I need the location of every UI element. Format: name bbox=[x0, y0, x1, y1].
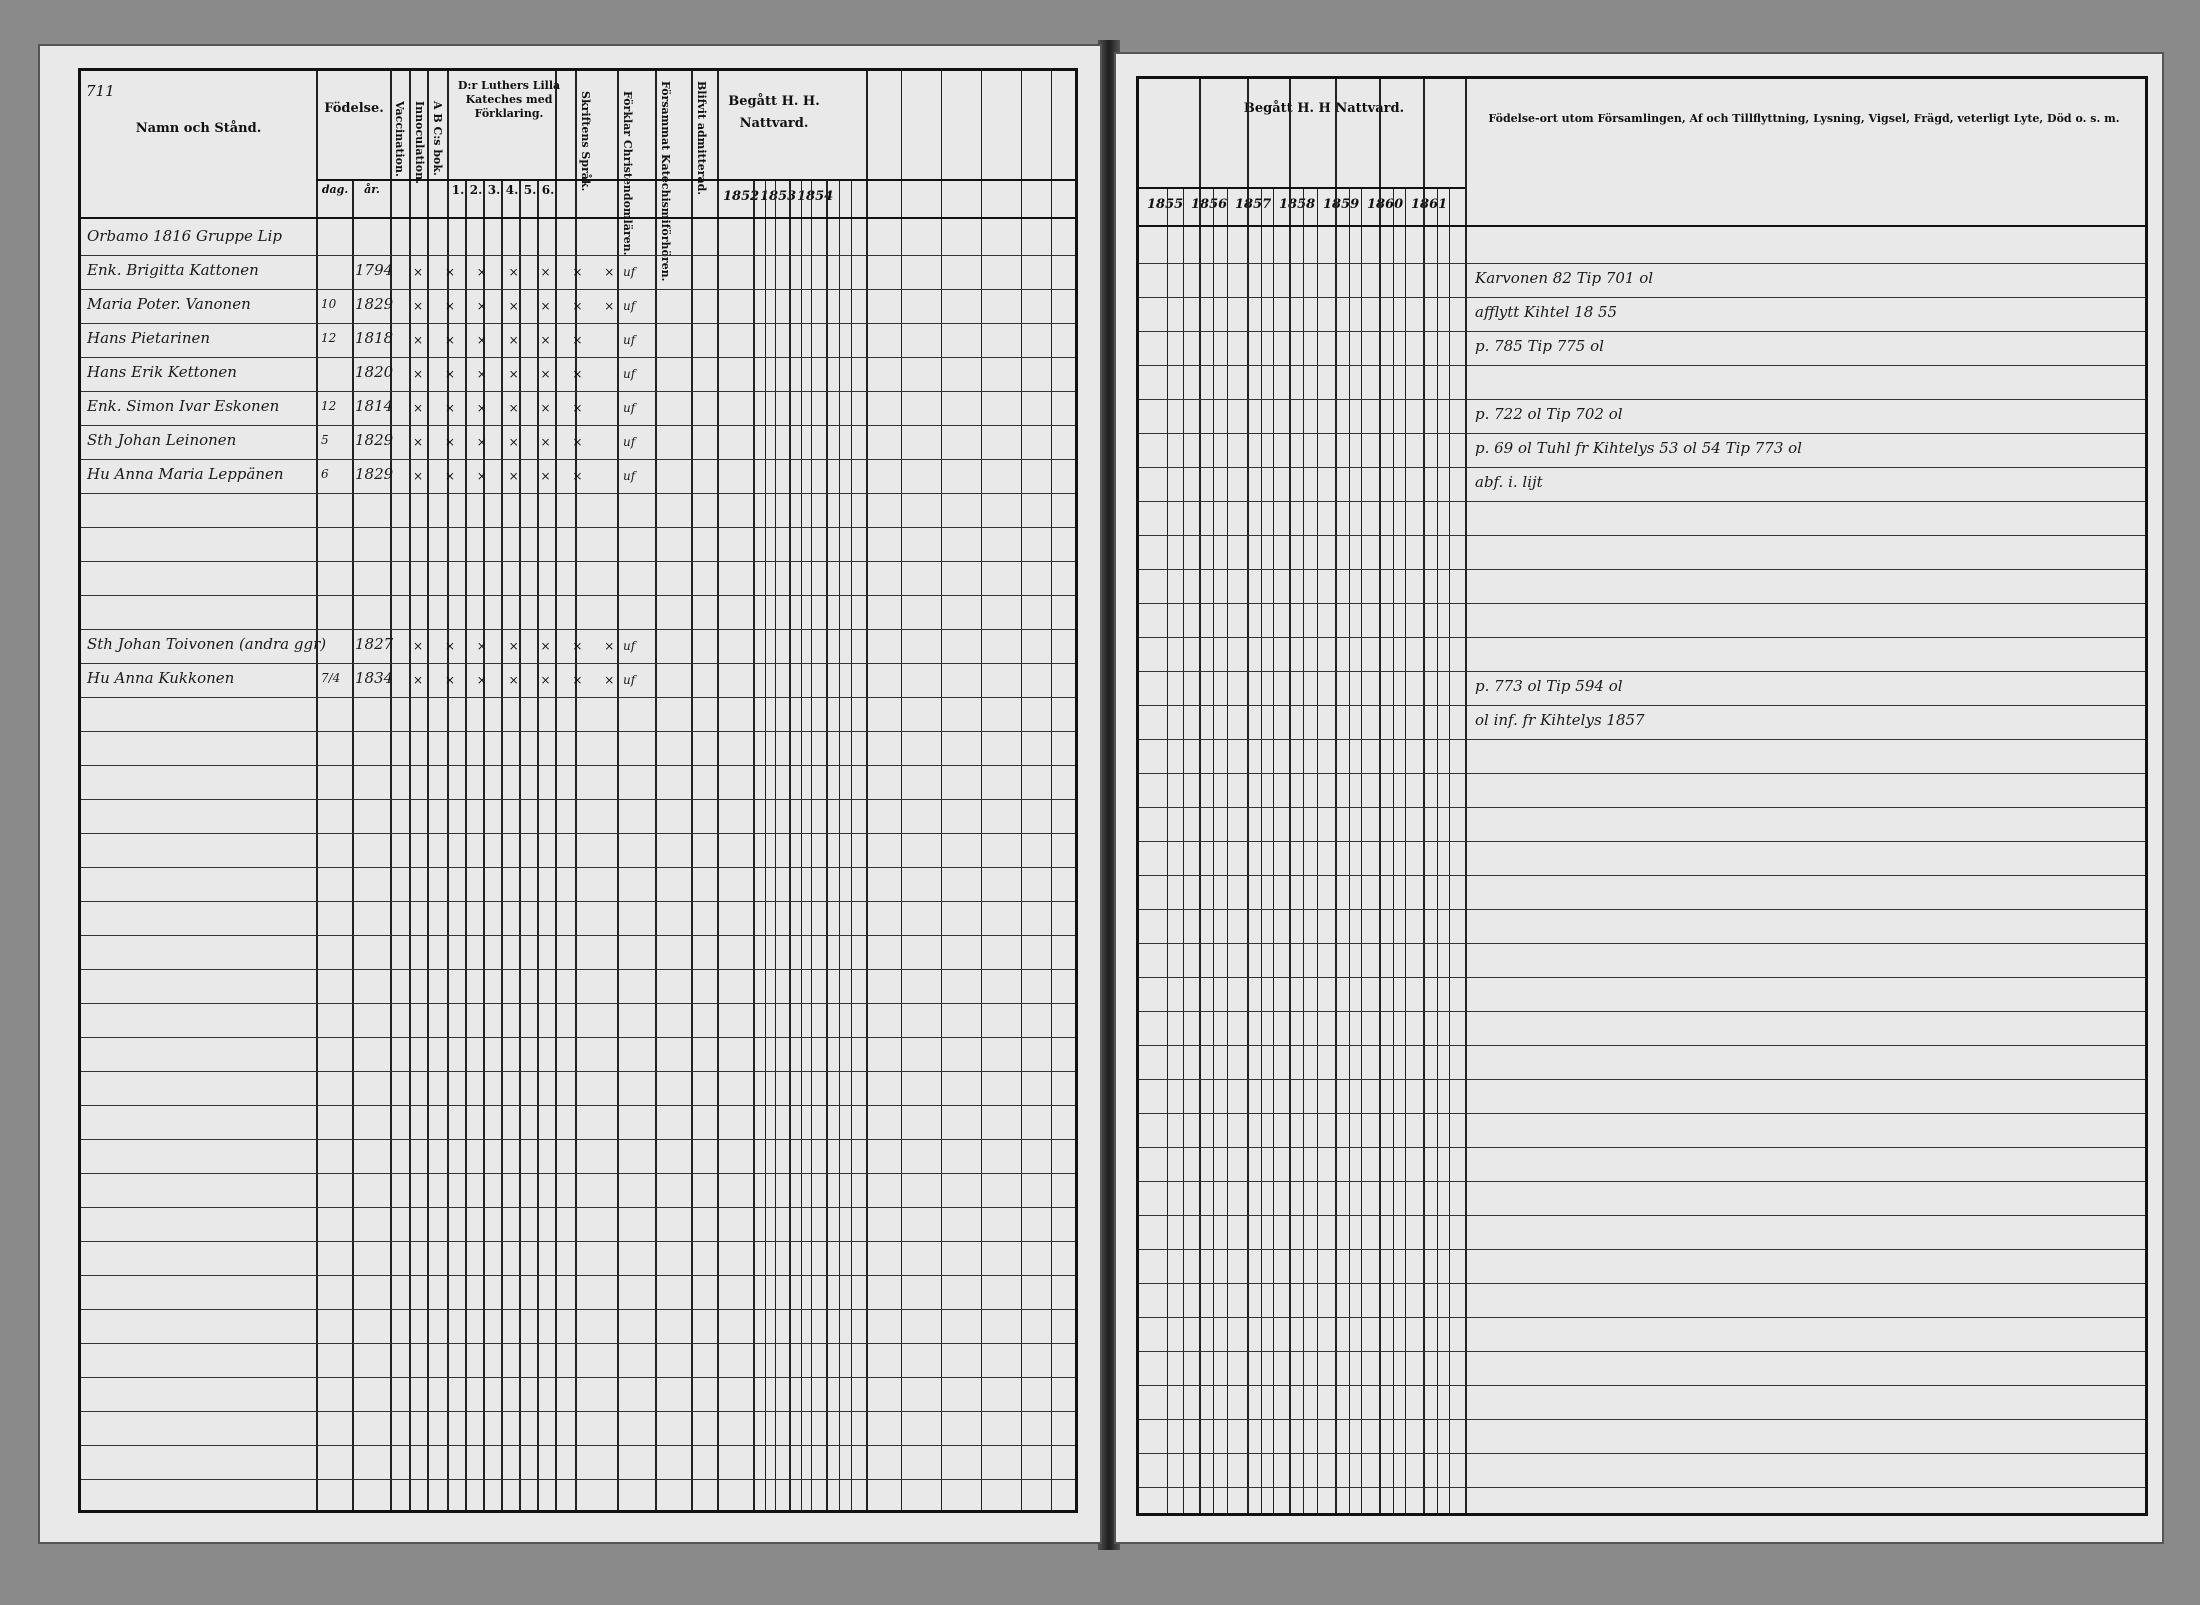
right-column-rule bbox=[1437, 189, 1438, 1513]
entry-birth-day: 6 bbox=[321, 467, 329, 481]
entry-name: Sth Johan Toivonen (andra ggr) bbox=[87, 635, 327, 653]
entry-catechism-marks: × × × × × × bbox=[413, 367, 592, 381]
right-row-rule bbox=[1139, 603, 2145, 604]
remark-text: Karvonen 82 Tip 701 ol bbox=[1475, 269, 1654, 287]
entry-birth-day: 7/4 bbox=[321, 671, 341, 685]
right-year-1859: 1859 bbox=[1323, 197, 1360, 212]
catechism-number-6: 6. bbox=[541, 183, 555, 197]
left-column-rule bbox=[789, 181, 791, 1510]
remark-text: ol inf. fr Kihtelys 1857 bbox=[1475, 711, 1645, 729]
left-row-rule bbox=[81, 1411, 1075, 1412]
catechism-number-2: 2. bbox=[469, 183, 483, 197]
entry-doctrine: uf bbox=[623, 673, 636, 687]
left-row-rule bbox=[81, 969, 1075, 970]
right-row-rule bbox=[1139, 569, 2145, 570]
remark-text: p. 785 Tip 775 ol bbox=[1475, 337, 1604, 355]
left-row-rule bbox=[81, 255, 1075, 256]
entry-name: Enk. Simon Ivar Eskonen bbox=[87, 397, 280, 415]
header-catechism-hearing: Försammat Katechismiförhören. bbox=[659, 81, 672, 282]
entry-name: Sth Johan Leinonen bbox=[87, 431, 237, 449]
left-column-rule bbox=[753, 181, 755, 1510]
remark-text: p. 722 ol Tip 702 ol bbox=[1475, 405, 1623, 423]
right-row-rule bbox=[1139, 365, 2145, 366]
left-column-rule bbox=[555, 71, 557, 1510]
right-row-rule bbox=[1139, 1249, 2145, 1250]
right-header-bottom-rule bbox=[1139, 225, 2145, 227]
entry-birth-year: 1829 bbox=[355, 431, 394, 449]
left-row-rule bbox=[81, 425, 1075, 426]
catechism-number-5: 5. bbox=[523, 183, 537, 197]
remark-text: p. 69 ol Tuhl fr Kihtelys 53 ol 54 Tip 773 ol bbox=[1475, 439, 1802, 457]
left-row-rule bbox=[81, 1479, 1075, 1480]
right-year-1861: 1861 bbox=[1411, 197, 1448, 212]
right-row-rule bbox=[1139, 1113, 2145, 1114]
left-column-rule bbox=[901, 71, 902, 1510]
left-column-rule bbox=[851, 181, 852, 1510]
left-row-rule bbox=[81, 1037, 1075, 1038]
right-row-rule bbox=[1139, 1011, 2145, 1012]
left-register-table bbox=[78, 68, 1078, 1513]
right-row-rule bbox=[1139, 1045, 2145, 1046]
entry-catechism-marks: × × × × × × bbox=[413, 469, 592, 483]
entry-birth-year: 1827 bbox=[355, 635, 394, 653]
page-number: 711 bbox=[86, 82, 115, 100]
right-row-rule bbox=[1139, 943, 2145, 944]
left-row-rule bbox=[81, 663, 1075, 664]
right-row-rule bbox=[1139, 263, 2145, 264]
right-year-1857: 1857 bbox=[1235, 197, 1272, 212]
left-row-rule bbox=[81, 833, 1075, 834]
left-row-rule bbox=[81, 1241, 1075, 1242]
right-row-rule bbox=[1139, 671, 2145, 672]
entry-birth-year: 1794 bbox=[355, 261, 394, 279]
entry-catechism-marks: × × × × × × × bbox=[413, 299, 624, 313]
right-row-rule bbox=[1139, 977, 2145, 978]
right-row-rule bbox=[1139, 1215, 2145, 1216]
right-column-rule bbox=[1167, 189, 1168, 1513]
right-column-rule bbox=[1199, 79, 1201, 1513]
left-column-rule bbox=[575, 71, 577, 1510]
right-row-rule bbox=[1139, 1453, 2145, 1454]
left-row-rule bbox=[81, 731, 1075, 732]
right-column-rule bbox=[1423, 79, 1425, 1513]
entry-doctrine: uf bbox=[623, 299, 636, 313]
entry-name: Hans Pietarinen bbox=[87, 329, 211, 347]
catechism-number-3: 3. bbox=[487, 183, 501, 197]
left-header-bottom-rule bbox=[81, 217, 1075, 219]
entry-birth-day: 12 bbox=[321, 399, 337, 413]
left-column-rule bbox=[826, 181, 828, 1510]
right-year-1860: 1860 bbox=[1367, 197, 1404, 212]
left-row-rule bbox=[81, 697, 1075, 698]
header-vaccination: Vaccination. bbox=[393, 101, 406, 177]
left-row-rule bbox=[81, 391, 1075, 392]
left-row-rule bbox=[81, 799, 1075, 800]
left-column-rule bbox=[801, 181, 802, 1510]
left-column-rule bbox=[717, 71, 719, 1510]
entry-birth-day: 12 bbox=[321, 331, 337, 345]
remark-text: p. 773 ol Tip 594 ol bbox=[1475, 677, 1623, 695]
header-innoculation: Innoculation. bbox=[413, 101, 426, 184]
right-row-rule bbox=[1139, 467, 2145, 468]
right-page bbox=[1114, 52, 2164, 1544]
entry-birth-year: 1829 bbox=[355, 465, 394, 483]
header-birth-day: dag. bbox=[321, 183, 349, 196]
right-row-rule bbox=[1139, 909, 2145, 910]
right-row-rule bbox=[1139, 1487, 2145, 1488]
catechism-number-4: 4. bbox=[505, 183, 519, 197]
header-remarks: Födelse-ort utom Församlingen, Af och Tillflyttning, Lysning, Vigsel, Frägd, veterligt Lyte, Död o. s. m. bbox=[1488, 112, 2120, 125]
left-row-rule bbox=[81, 595, 1075, 596]
right-column-rule bbox=[1379, 79, 1381, 1513]
left-row-rule bbox=[81, 1275, 1075, 1276]
left-column-rule bbox=[655, 71, 657, 1510]
left-row-rule bbox=[81, 1343, 1075, 1344]
left-year-1854: 1854 bbox=[797, 189, 834, 204]
header-christian-doctrine: Förklar Christendomlären. bbox=[621, 91, 634, 256]
right-column-rule bbox=[1361, 189, 1362, 1513]
left-row-rule bbox=[81, 935, 1075, 936]
left-column-rule bbox=[941, 71, 942, 1510]
right-column-rule bbox=[1261, 189, 1262, 1513]
left-row-rule bbox=[81, 765, 1075, 766]
right-row-rule bbox=[1139, 875, 2145, 876]
entry-doctrine: uf bbox=[623, 333, 636, 347]
entry-birth-day: 10 bbox=[321, 297, 337, 311]
entry-name: Hans Erik Kettonen bbox=[87, 363, 237, 381]
entry-birth-year: 1818 bbox=[355, 329, 394, 347]
entry-birth-day: 5 bbox=[321, 433, 329, 447]
right-row-rule bbox=[1139, 807, 2145, 808]
right-row-rule bbox=[1139, 297, 2145, 298]
entry-doctrine: uf bbox=[623, 401, 636, 415]
right-row-rule bbox=[1139, 1419, 2145, 1420]
entry-catechism-marks: × × × × × × × bbox=[413, 265, 624, 279]
right-column-rule bbox=[1393, 189, 1394, 1513]
right-subheader-rule bbox=[1139, 187, 1465, 189]
right-column-rule bbox=[1405, 189, 1406, 1513]
right-column-rule bbox=[1465, 79, 1467, 1513]
left-column-rule bbox=[409, 71, 411, 1510]
right-register-table bbox=[1136, 76, 2148, 1516]
remark-text: afflytt Kihtel 18 55 bbox=[1475, 303, 1618, 321]
entry-birth-year: 1814 bbox=[355, 397, 394, 415]
entry-catechism-marks: × × × × × × × bbox=[413, 673, 624, 687]
left-column-rule bbox=[427, 71, 429, 1510]
left-column-rule bbox=[811, 181, 812, 1510]
header-birth-year: år. bbox=[364, 183, 380, 196]
left-row-rule bbox=[81, 1071, 1075, 1072]
left-column-rule bbox=[617, 71, 619, 1510]
right-year-1858: 1858 bbox=[1279, 197, 1316, 212]
right-column-rule bbox=[1449, 189, 1450, 1513]
left-row-rule bbox=[81, 1207, 1075, 1208]
left-column-rule bbox=[1051, 71, 1052, 1510]
header-abc: A B C:s bok. bbox=[431, 101, 444, 176]
left-row-rule bbox=[81, 1445, 1075, 1446]
left-column-rule bbox=[775, 181, 776, 1510]
right-column-rule bbox=[1335, 79, 1337, 1513]
right-column-rule bbox=[1273, 189, 1274, 1513]
left-row-rule bbox=[81, 867, 1075, 868]
entry-birth-year: 1820 bbox=[355, 363, 394, 381]
left-row-rule bbox=[81, 1377, 1075, 1378]
left-row-rule bbox=[81, 493, 1075, 494]
left-column-rule bbox=[839, 181, 840, 1510]
right-row-rule bbox=[1139, 1147, 2145, 1148]
right-row-rule bbox=[1139, 1385, 2145, 1386]
right-column-rule bbox=[1227, 189, 1228, 1513]
left-row-rule bbox=[81, 561, 1075, 562]
left-subheader-rule bbox=[316, 179, 1075, 181]
right-row-rule bbox=[1139, 1351, 2145, 1352]
left-column-rule bbox=[352, 181, 354, 1510]
entry-doctrine: uf bbox=[623, 639, 636, 653]
header-birth: Födelse. bbox=[324, 101, 384, 116]
left-page bbox=[38, 44, 1102, 1544]
right-row-rule bbox=[1139, 773, 2145, 774]
header-writing: Skriftens Språk. bbox=[579, 91, 592, 192]
right-column-rule bbox=[1317, 189, 1318, 1513]
right-row-rule bbox=[1139, 433, 2145, 434]
left-year-1852: 1852 bbox=[723, 189, 760, 204]
right-column-rule bbox=[1303, 189, 1304, 1513]
entry-doctrine: uf bbox=[623, 265, 636, 279]
entry-catechism-marks: × × × × × × bbox=[413, 435, 592, 449]
right-row-rule bbox=[1139, 1283, 2145, 1284]
entry-birth-year: 1834 bbox=[355, 669, 394, 687]
left-row-rule bbox=[81, 1309, 1075, 1310]
entry-catechism-marks: × × × × × × × bbox=[413, 639, 624, 653]
left-row-rule bbox=[81, 1105, 1075, 1106]
right-year-1855: 1855 bbox=[1147, 197, 1184, 212]
header-catechism: D:r Luthers Lilla Kateches med Förklaring. bbox=[457, 79, 561, 120]
entry-name: Maria Poter. Vanonen bbox=[87, 295, 251, 313]
entry-name: Enk. Brigitta Kattonen bbox=[87, 261, 259, 279]
left-row-rule bbox=[81, 1173, 1075, 1174]
entry-catechism-marks: × × × × × × bbox=[413, 401, 592, 415]
left-column-rule bbox=[390, 71, 392, 1510]
left-row-rule bbox=[81, 629, 1075, 630]
right-row-rule bbox=[1139, 841, 2145, 842]
right-column-rule bbox=[1183, 189, 1184, 1513]
right-row-rule bbox=[1139, 399, 2145, 400]
right-row-rule bbox=[1139, 535, 2145, 536]
left-year-1853: 1853 bbox=[760, 189, 797, 204]
right-column-rule bbox=[1289, 79, 1291, 1513]
entry-doctrine: uf bbox=[623, 367, 636, 381]
right-column-rule bbox=[1213, 189, 1214, 1513]
header-admitted: Blifvit admitterad. bbox=[695, 81, 708, 196]
left-row-rule bbox=[81, 1003, 1075, 1004]
header-communion-left: Begått H. H. Nattvard. bbox=[728, 94, 820, 132]
right-row-rule bbox=[1139, 501, 2145, 502]
left-row-rule bbox=[81, 459, 1075, 460]
entry-birth-year: 1829 bbox=[355, 295, 394, 313]
right-year-1856: 1856 bbox=[1191, 197, 1228, 212]
left-row-rule bbox=[81, 901, 1075, 902]
left-row-rule bbox=[81, 289, 1075, 290]
left-column-rule bbox=[316, 71, 318, 1510]
right-row-rule bbox=[1139, 739, 2145, 740]
remark-text: abf. i. lijt bbox=[1475, 473, 1543, 491]
right-column-rule bbox=[1349, 189, 1350, 1513]
left-column-rule bbox=[447, 71, 449, 1510]
entry-doctrine: uf bbox=[623, 469, 636, 483]
right-row-rule bbox=[1139, 637, 2145, 638]
header-name: Namn och Stånd. bbox=[135, 121, 262, 136]
entry-name: Hu Anna Maria Leppänen bbox=[87, 465, 284, 483]
right-row-rule bbox=[1139, 331, 2145, 332]
left-column-rule bbox=[691, 71, 693, 1510]
left-column-rule bbox=[765, 181, 766, 1510]
left-row-rule bbox=[81, 357, 1075, 358]
entry-name: Orbamo 1816 Gruppe Lip bbox=[87, 227, 282, 245]
right-row-rule bbox=[1139, 1181, 2145, 1182]
entry-doctrine: uf bbox=[623, 435, 636, 449]
right-column-rule bbox=[1247, 79, 1249, 1513]
entry-name: Hu Anna Kukkonen bbox=[87, 669, 235, 687]
entry-catechism-marks: × × × × × × bbox=[413, 333, 592, 347]
right-row-rule bbox=[1139, 1079, 2145, 1080]
right-row-rule bbox=[1139, 1317, 2145, 1318]
catechism-number-1: 1. bbox=[451, 183, 465, 197]
left-row-rule bbox=[81, 527, 1075, 528]
left-column-rule bbox=[866, 71, 868, 1510]
left-row-rule bbox=[81, 1139, 1075, 1140]
right-row-rule bbox=[1139, 705, 2145, 706]
header-communion-right: Begått H. H Nattvard. bbox=[1243, 101, 1405, 116]
left-row-rule bbox=[81, 323, 1075, 324]
left-column-rule bbox=[1021, 71, 1022, 1510]
left-column-rule bbox=[981, 71, 982, 1510]
